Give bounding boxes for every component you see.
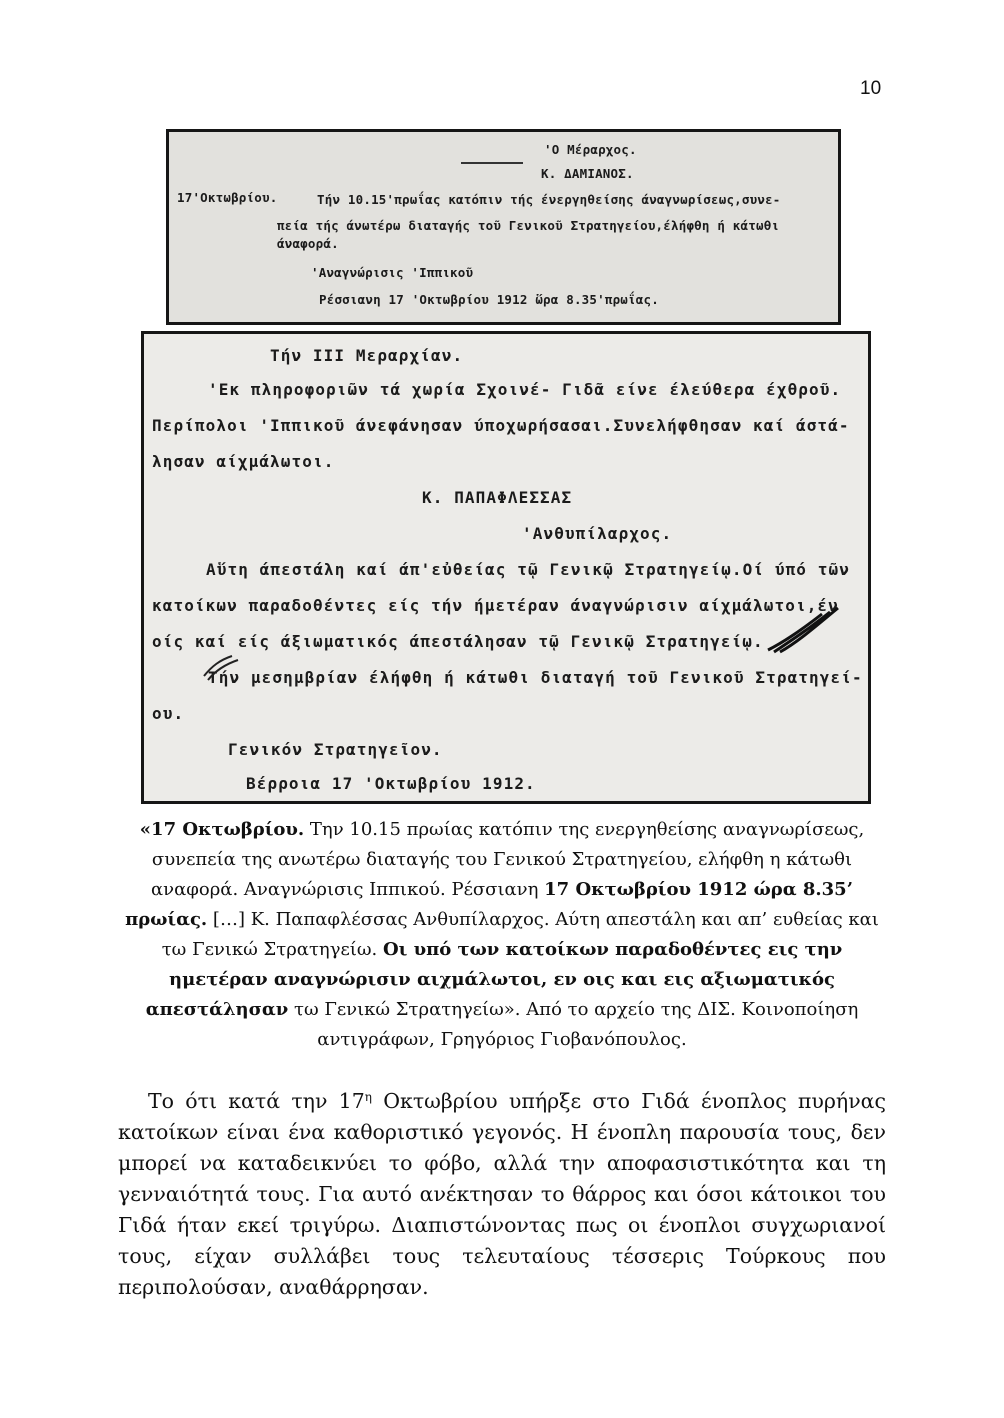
scan-line: Περίπολοι 'Ιππικοῦ άνεφάνησαν ύποχωρήσασαι.Συνελήφθησαν καί άστά- (152, 416, 850, 435)
page-number: 10 (860, 78, 882, 99)
scan-line: λησαν αίχμάλωτοι. (152, 452, 335, 471)
scan-divider (461, 162, 523, 164)
caption-bold: Οι υπό των κατοίκων παραδοθέντες εις την ημετέραν αναγνώρισιν αιχμάλωτοι, εν οις και εις αξιωματικός απεστάλησαν (145, 939, 843, 1020)
scan-line: Ρέσσιανη 17 'Οκτωβρίου 1912 ὥρα 8.35'πρωΐας. (319, 292, 659, 307)
scan-line: οίς καί είς άξιωματικός άπεστάλησαν τῷ Γενικῷ Στρατηγείῳ. (152, 632, 764, 651)
archive-scan-top (166, 129, 841, 325)
caption-text: τω Γενικώ Στρατηγείω». Από το αρχείο της ΔΙΣ. Κοινοποίηση αντιγράφων, Γρηγόριος Γιοβανόπουλος. (288, 999, 859, 1050)
caption-bold: «17 Οκτωβρίου. (139, 819, 305, 840)
handwritten-mark (202, 652, 242, 682)
scan-line: πεία τής άνωτέρω διαταγής τοῦ Γενικοῦ Στρατηγείου,έλήφθη ή κάτωθι (277, 218, 780, 233)
scan-line: 17'Οκτωβρίου. (177, 190, 278, 205)
caption-text: […] Κ. Παπαφλέσσας Ανθυπίλαρχος. Αύτη απεστάλη και απ’ ευθείας και τω Γενικώ Στρατηγείω. (161, 909, 879, 960)
scan-line: άναφορά. (277, 236, 339, 251)
scan-line: ου. (152, 704, 185, 723)
archive-scan-bottom (141, 331, 871, 804)
body-paragraph (118, 1086, 886, 1303)
figure-caption (118, 815, 886, 1055)
scan-line: Γενικόν Στρατηγεῖον. (228, 740, 443, 759)
scan-line: Τήν 10.15'πρωΐας κατόπιν τής ένεργηθείσης άναγνωρίσεως,συνε- (317, 192, 781, 207)
caption-bold: 17 Οκτωβρίου 1912 ώρα 8.35’ πρωίας. (125, 879, 853, 930)
scan-line: Τήν ΙΙΙ Μεραρχίαν. (270, 346, 464, 365)
scan-line: 'Εκ πληροφοριῶν τά χωρία Σχοινέ- Γιδᾶ είνε έλεύθερα έχθροῦ. (208, 380, 842, 399)
body-text: Οκτωβρίου υπήρξε στο Γιδά ένοπλος πυρήνας κατοίκων είναι ένα καθοριστικό γεγονός. Η ένοπλη παρουσία τους, δεν μπορεί να καταδεικνύει το φόβο, αλλά την αποφασιστικότητα και τη γενναιότητά τους. Για αυτό ανέκτησαν το θάρρος και όσοι κάτοικοι του Γιδά ήταν εκεί τριγύρω. Διαπιστώνοντας πως οι ένοπλοι συγχωριανοί τους, είχαν συλλάβει τους τελευταίους τέσσερις Τούρκους που περιπολούσαν, αναθάρρησαν. (118, 1089, 886, 1299)
scan-line: Κ. ΔΑΜΙΑΝΟΣ. (541, 166, 634, 181)
body-text: Το ότι κατά την 17 (148, 1089, 365, 1113)
scan-line: Κ. ΠΑΠΑΦΛΕΣΣΑΣ (422, 488, 573, 507)
scan-line: 'Αναγνώρισις 'Ιππικοῦ (311, 265, 474, 280)
scan-line: 'Ο Μέραρχος. (544, 142, 637, 157)
handwritten-mark (764, 604, 844, 656)
superscript: η (364, 1090, 372, 1104)
scan-line: 'Ανθυπίλαρχος. (522, 524, 673, 543)
scan-line: Τήν μεσημβρίαν έλήφθη ή κάτωθι διαταγή τοῦ Γενικοῦ Στρατηγεί- (208, 668, 863, 687)
scan-line: Αὕτη άπεστάλη καί άπ'εὐθείας τῷ Γενικῷ Στρατηγείῳ.Οί ύπό τῶν (206, 560, 850, 579)
caption-text: Την 10.15 πρωίας κατόπιν της ενεργηθείσης αναγνωρίσεως, συνεπεία της ανωτέρω διαταγής του Γενικού Στρατηγείου, ελήφθη η κάτωθι αναφορά. Αναγνώρισις Ιππικού. Ρέσσιανη (151, 819, 865, 900)
scan-line: Βέρροια 17 'Οκτωβρίου 1912. (246, 774, 536, 793)
scan-line: κατοίκων παραδοθέντες είς τήν ήμετέραν άναγνώρισιν αίχμάλωτοι,έν (152, 596, 839, 615)
